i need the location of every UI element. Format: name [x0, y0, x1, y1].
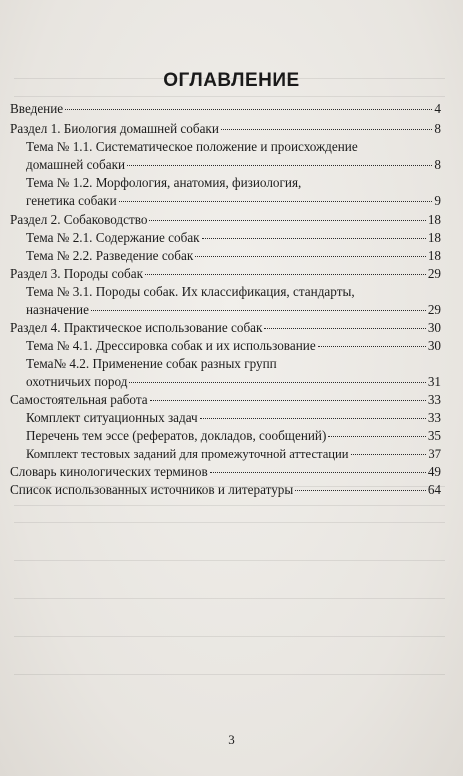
toc-entry-title: Тема№ 4.2. Применение собак разных групп	[26, 356, 277, 371]
toc-entry-title: домашней собаки	[26, 157, 126, 172]
toc-entry-title: Раздел 3. Породы собак	[10, 266, 143, 281]
toc-page-number: 29	[427, 302, 441, 317]
toc-page-number: 8	[434, 121, 441, 136]
page-number: 3	[228, 732, 235, 747]
show-through-line	[14, 560, 445, 561]
toc-entry[interactable]	[26, 138, 423, 156]
toc-entry-title: генетика собаки	[26, 193, 117, 208]
toc-entry[interactable]	[10, 463, 441, 481]
toc-entry-title: Раздел 1. Биология домашней собаки	[10, 121, 219, 136]
show-through-line	[14, 522, 445, 523]
toc-entry-title: Перечень тем эссе (рефератов, докладов, сообщений)	[26, 428, 327, 443]
toc-entry[interactable]	[10, 481, 441, 499]
toc-leader-dots	[127, 165, 432, 166]
toc-leader-dots	[295, 490, 426, 491]
show-through-line	[14, 674, 445, 675]
toc-entry[interactable]	[26, 337, 441, 355]
toc-page-number: 30	[427, 338, 441, 353]
toc-page-number: 29	[427, 266, 441, 281]
toc-page-number: 33	[427, 410, 441, 425]
toc-leader-dots	[65, 109, 432, 110]
toc-entry-title: Тема № 1.2. Морфология, анатомия, физиология,	[26, 175, 302, 190]
toc-page-number: 37	[428, 447, 441, 461]
toc-leader-dots	[129, 382, 425, 383]
toc-entry[interactable]	[26, 301, 441, 319]
toc-page-number: 30	[427, 320, 441, 335]
toc-page-number: 35	[427, 428, 441, 443]
toc-entry[interactable]	[26, 229, 441, 247]
toc-leader-dots	[318, 346, 426, 347]
show-through-line	[14, 598, 445, 599]
toc-page-number: 8	[434, 157, 441, 172]
toc-entry-title: Словарь кинологических терминов	[10, 464, 208, 479]
toc-leader-dots	[119, 201, 433, 202]
toc-entry[interactable]	[10, 120, 441, 138]
toc-entry[interactable]	[26, 156, 441, 174]
toc-leader-dots	[149, 220, 425, 221]
toc-entry-title: Тема № 3.1. Породы собак. Их классификация, стандарты,	[26, 284, 355, 299]
toc-entry[interactable]	[26, 445, 441, 463]
toc-entry-title: Тема № 4.1. Дрессировка собак и их использование	[26, 338, 316, 353]
toc-page-number: 33	[427, 392, 441, 407]
show-through-line	[14, 505, 445, 506]
toc-leader-dots	[210, 472, 426, 473]
toc-page-number: 18	[427, 212, 441, 227]
toc-entry[interactable]	[10, 391, 441, 409]
toc-page-number: 31	[427, 374, 441, 389]
toc-page-number: 9	[434, 193, 441, 208]
toc-entry-title: Введение	[10, 101, 64, 116]
toc-leader-dots	[328, 436, 425, 437]
toc-leader-dots	[145, 274, 426, 275]
toc-leader-dots	[202, 238, 426, 239]
toc-entry[interactable]	[10, 265, 441, 283]
show-through-line	[14, 96, 445, 97]
toc-leader-dots	[195, 256, 426, 257]
toc-entry-title: Тема № 2.2. Разведение собак	[26, 248, 194, 263]
toc-entry[interactable]	[26, 174, 423, 192]
toc-entry[interactable]	[26, 355, 423, 373]
toc-entry[interactable]	[10, 100, 441, 118]
toc-entry-title: охотничьих пород	[26, 374, 128, 389]
toc-leader-dots	[221, 129, 433, 130]
toc-leader-dots	[91, 310, 426, 311]
toc-page-number: 49	[427, 464, 441, 479]
toc-entry-title: Тема № 2.1. Содержание собак	[26, 230, 200, 245]
show-through-line	[14, 636, 445, 637]
toc-entry-title: Самостоятельная работа	[10, 392, 148, 407]
toc-entry-title: назначение	[26, 302, 89, 317]
toc-entry-title: Список использованных источников и литературы	[10, 482, 294, 497]
toc-entry-title: Комплект ситуационных задач	[26, 410, 198, 425]
toc-entry[interactable]	[26, 247, 441, 265]
toc-entry[interactable]	[26, 373, 441, 391]
toc-entry[interactable]	[10, 319, 441, 337]
toc-leader-dots	[264, 328, 425, 329]
toc-entry-title: Раздел 2. Собаководство	[10, 212, 148, 227]
toc-entry[interactable]	[26, 427, 441, 445]
toc-leader-dots	[200, 418, 426, 419]
toc-entry[interactable]	[10, 211, 441, 229]
toc-page-number: 18	[427, 230, 441, 245]
toc-page-number: 64	[427, 482, 441, 497]
toc-leader-dots	[150, 400, 426, 401]
toc-page-number: 18	[427, 248, 441, 263]
toc-entry-title: Раздел 4. Практическое использование собак	[10, 320, 263, 335]
toc-entry-title: Комплект тестовых заданий для промежуточной аттестации	[26, 447, 349, 461]
toc-entry-title: Тема № 1.1. Систематическое положение и происхождение	[26, 139, 358, 154]
toc-page-number: 4	[434, 101, 441, 116]
page-title: ОГЛАВЛЕНИЕ	[163, 70, 300, 91]
toc-leader-dots	[351, 454, 427, 455]
toc-entry[interactable]	[26, 409, 441, 427]
toc-entry[interactable]	[26, 283, 423, 301]
toc-entry[interactable]	[26, 192, 441, 210]
